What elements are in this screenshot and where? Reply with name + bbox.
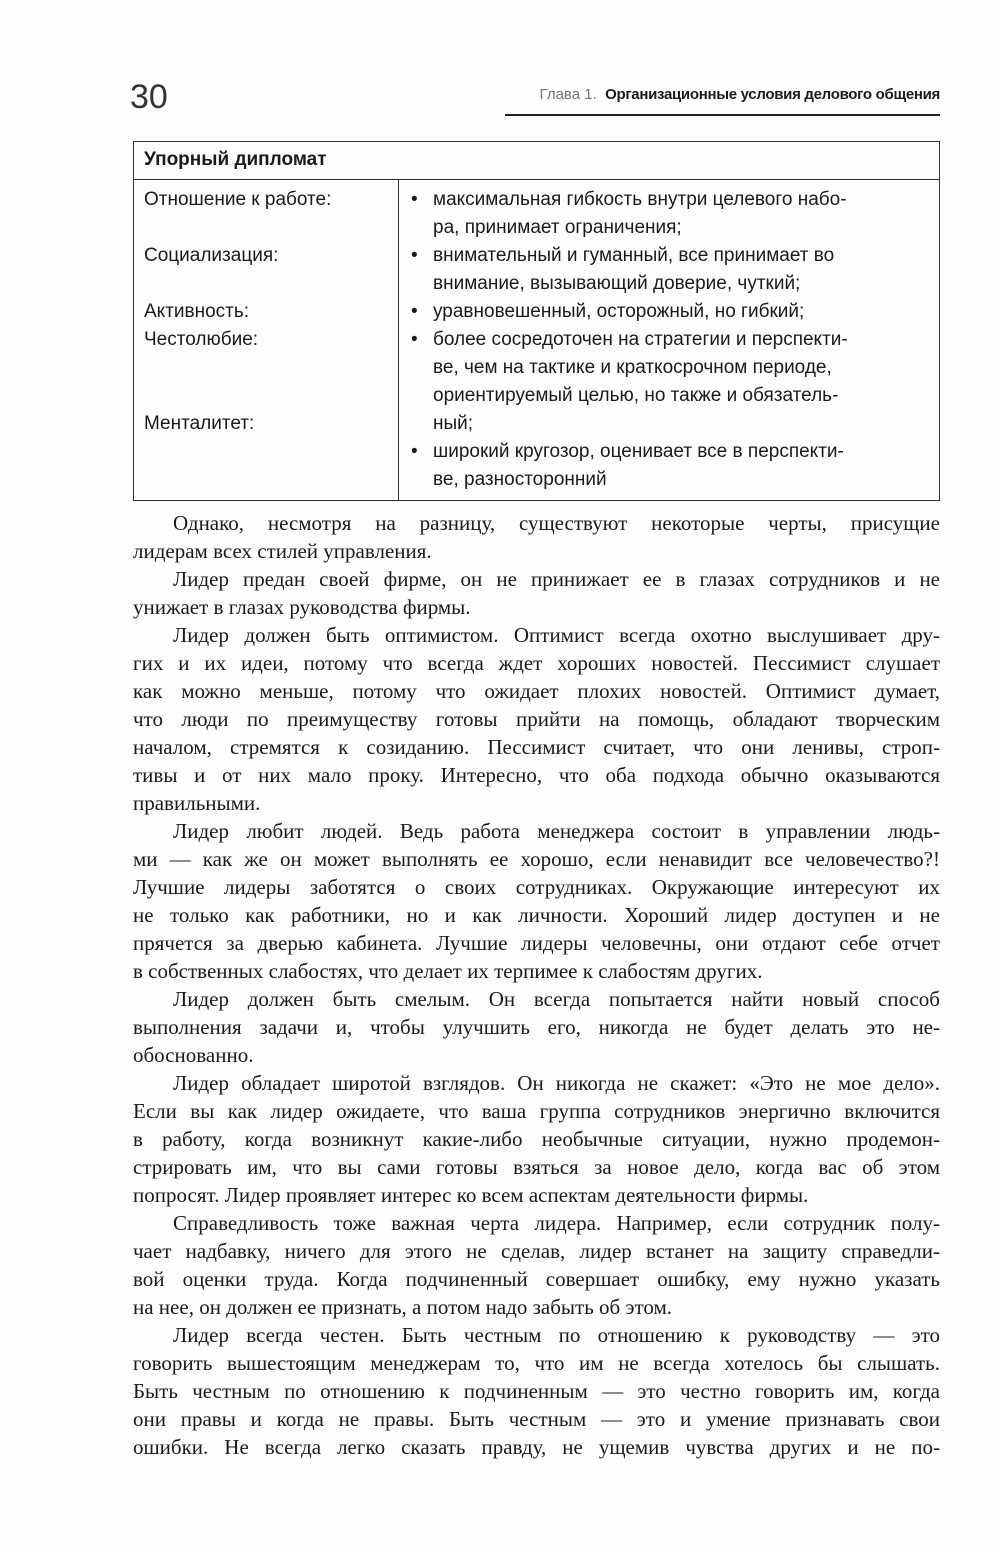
label: Активность:	[144, 301, 250, 322]
value-line: ный;	[433, 413, 474, 434]
text-line: Быть честным по отношению к подчиненным — это честно говорить им, когда	[133, 1379, 940, 1403]
label: Отношение к работе:	[144, 189, 332, 210]
text-line: Если вы как лидер ожидаете, что ваша группа сотрудников энергично включится	[133, 1099, 940, 1123]
value-line: • внимательный и гуманный, все принимает во	[411, 242, 929, 270]
text-line: прячется за дверью кабинета. Лучшие лидеры человечны, они отдают себе отчет	[133, 931, 940, 955]
text-line: чает надбавку, ничего для этого не сделав, лидер встанет на защиту справедли-	[133, 1239, 940, 1263]
body-text	[133, 509, 940, 1461]
label: Социализация:	[144, 245, 279, 266]
value-line: • более сосредоточен на стратегии и перспекти-	[411, 326, 929, 354]
table-title: Упорный дипломат	[134, 142, 940, 180]
text-line: Однако, несмотря на разницу, существуют некоторые черты, присущие	[173, 511, 940, 535]
value-line: внимание, вызывающий доверие, чуткий;	[433, 273, 801, 294]
text-line: обоснованно.	[133, 1043, 254, 1067]
text-line: Лидер обладает широтой взглядов. Он никогда не скажет: «Это не мое дело».	[173, 1071, 940, 1095]
page-number: 30	[130, 78, 168, 116]
text-line: Лидер должен быть оптимистом. Оптимист всегда охотно выслушивает дру-	[173, 623, 940, 647]
running-header	[505, 86, 940, 103]
text-line: стрировать им, что вы сами готовы взяться за новое дело, когда вас об этом	[133, 1155, 940, 1179]
text-line: они правы и когда не правы. Быть честным — это и умение признавать свои	[133, 1407, 940, 1431]
text-line: выполнения задачи и, чтобы улучшить его, никогда не будет делать это не-	[133, 1015, 940, 1039]
text-line: на нее, он должен ее признать, а потом надо забыть об этом.	[133, 1295, 673, 1319]
value-line: ра, принимает ограничения;	[433, 217, 682, 238]
text-line: не только как работники, но и как личности. Хороший лидер доступен и не	[133, 903, 940, 927]
header-rule	[505, 114, 940, 116]
value-line: ориентируемый целью, но также и обязатель-	[433, 385, 839, 406]
value-line: • широкий кругозор, оценивает все в перспекти-	[411, 438, 929, 466]
text-line: началом, стремятся к созиданию. Пессимист считает, что они ленивы, строп-	[133, 735, 940, 759]
text-line: ми — как же он может выполнять ее хорошо, если ненавидит все человечество?!	[133, 847, 940, 871]
value-line: ве, разносторонний	[433, 469, 607, 490]
text-line: гих и их идеи, потому что всегда ждет хороших новостей. Пессимист слушает	[133, 651, 940, 675]
text-line: Лидер всегда честен. Быть честным по отношению к руководству — это	[173, 1323, 940, 1347]
value-line: • уравновешенный, осторожный, но гибкий;	[411, 298, 929, 326]
text-line: в работу, когда возникнут какие-либо необычные ситуации, нужно продемон-	[133, 1127, 940, 1151]
text-line: попросят. Лидер проявляет интерес ко всем аспектам деятельности фирмы.	[133, 1183, 809, 1207]
values-column	[399, 180, 940, 501]
text-line: унижает в глазах руководства фирмы.	[133, 595, 471, 619]
text-line: Лучшие лидеры заботятся о своих сотрудниках. Окружающие интересуют их	[133, 875, 940, 899]
chapter-title: Организационные условия делового общения	[605, 86, 940, 103]
text-line: в собственных слабостях, что делает их терпимее к слабостям других.	[133, 959, 763, 983]
text-line: вой оценки труда. Когда подчиненный совершает ошибку, ему нужно указать	[133, 1267, 940, 1291]
text-line: говорить вышестоящим менеджерам то, что им не всегда хотелось бы слышать.	[133, 1351, 940, 1375]
label: Менталитет:	[144, 413, 255, 434]
value-line: • максимальная гибкость внутри целевого набо-	[411, 186, 929, 214]
text-line: что люди по преимуществу готовы прийти на помощь, обладают творческим	[133, 707, 940, 731]
label: Честолюбие:	[144, 329, 259, 350]
text-line: Лидер предан своей фирме, он не принижает ее в глазах сотрудников и не	[173, 567, 940, 591]
text-line: Лидер должен быть смелым. Он всегда попытается найти новый способ	[173, 987, 940, 1011]
chapter-label: Глава 1.	[539, 86, 597, 103]
traits-table	[133, 141, 940, 501]
labels-column	[134, 180, 399, 501]
text-line: Справедливость тоже важная черта лидера. Например, если сотрудник полу-	[173, 1211, 940, 1235]
text-line: правильными.	[133, 791, 261, 815]
text-line: тивы и от них мало проку. Интересно, что оба подхода обычно оказываются	[133, 763, 940, 787]
text-line: Лидер любит людей. Ведь работа менеджера состоит в управлении людь-	[173, 819, 940, 843]
text-line: как можно меньше, потому что ожидает плохих новостей. Оптимист думает,	[133, 679, 940, 703]
value-line: ве, чем на тактике и краткосрочном периоде,	[433, 357, 832, 378]
text-line: ошибки. Не всегда легко сказать правду, не ущемив чувства других и не по-	[133, 1435, 940, 1459]
text-line: лидерам всех стилей управления.	[133, 539, 432, 563]
